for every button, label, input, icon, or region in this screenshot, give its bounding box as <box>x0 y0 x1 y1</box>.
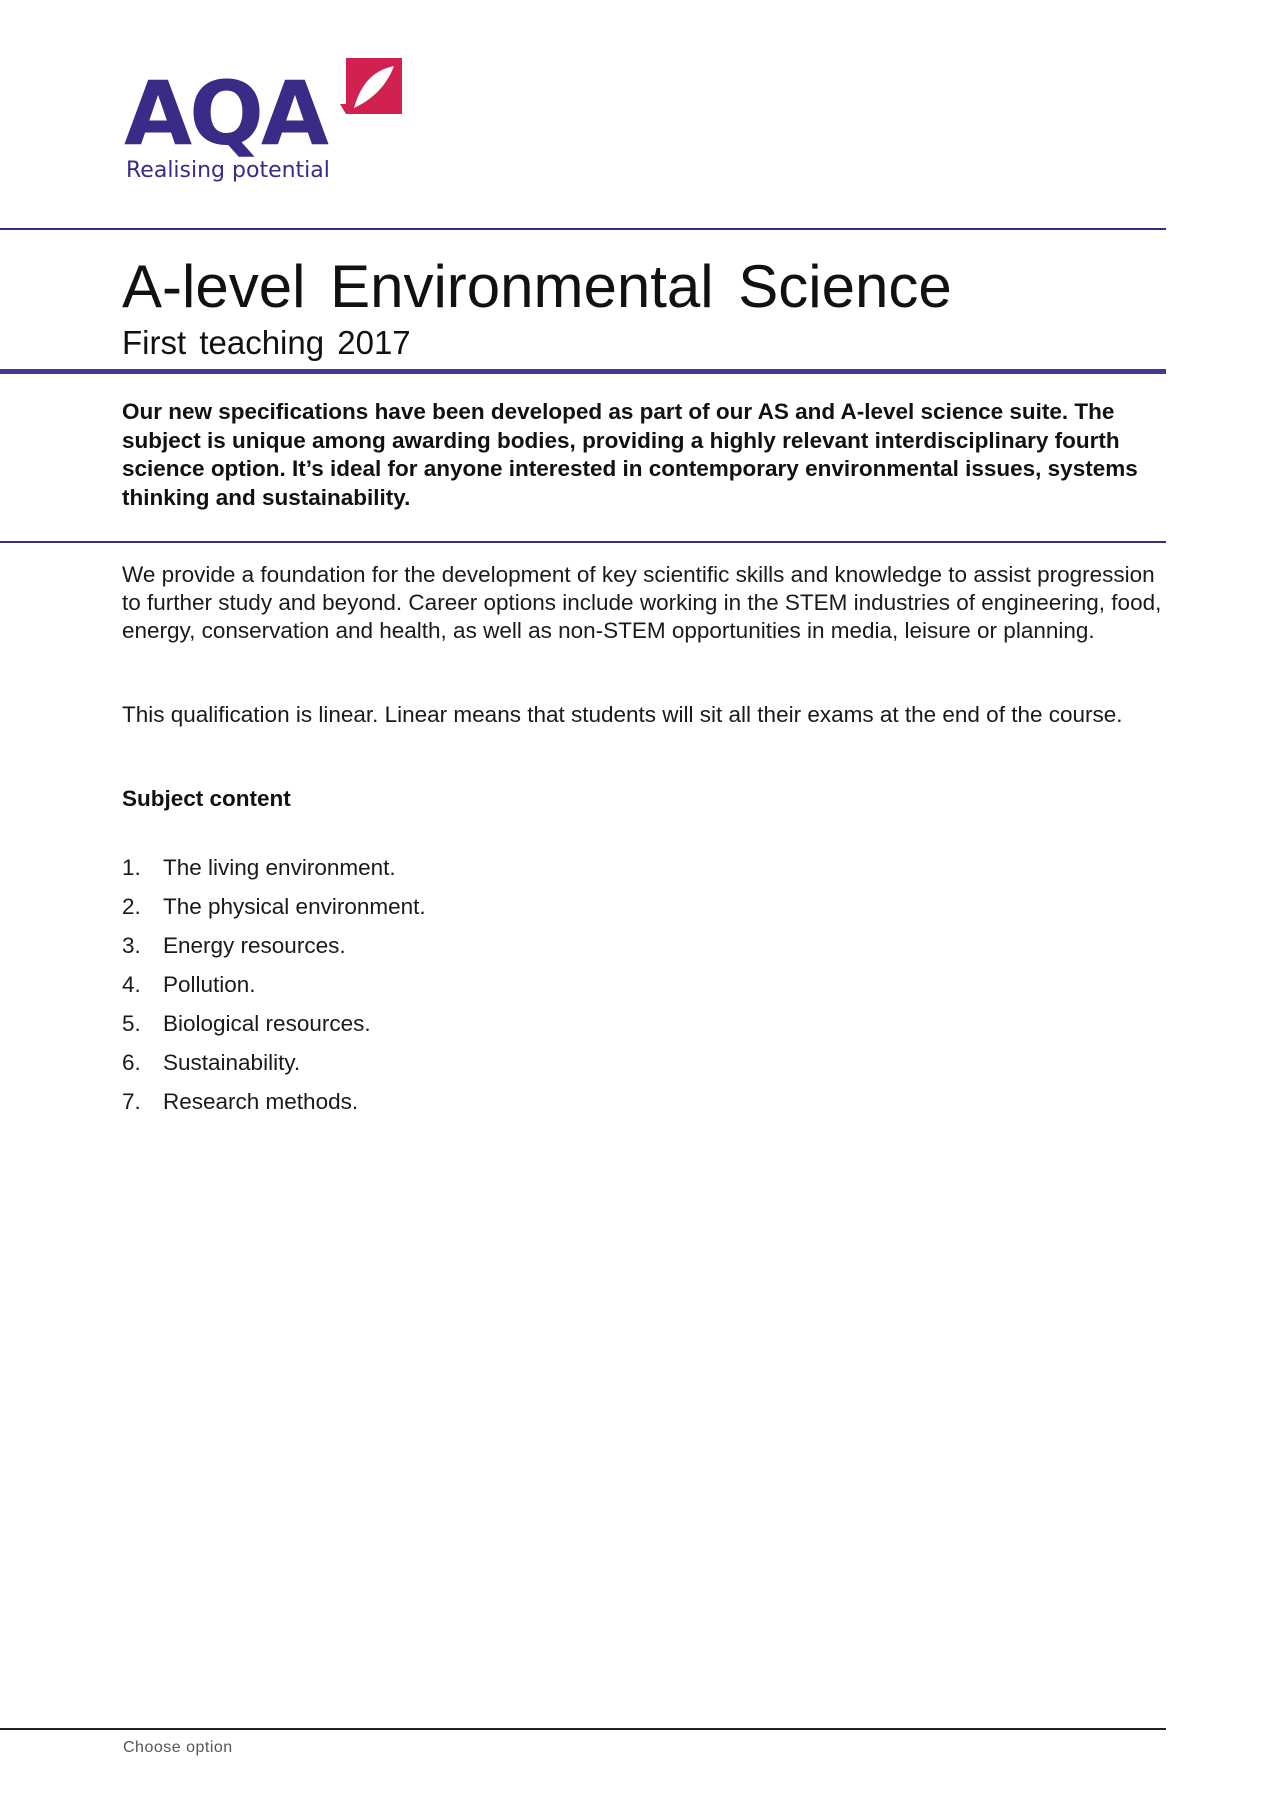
list-item-label: Biological resources. <box>163 1011 371 1036</box>
list-item-number: 5. <box>122 1011 141 1036</box>
list-item <box>122 1049 822 1088</box>
list-item <box>122 971 822 1010</box>
intro-paragraph: Our new specifications have been developed as part of our AS and A-level science suite. The subject is unique among awarding bodies, providing a highly relevant interdisciplinary fourth science option. It’s ideal for anyone interested in contemporary environmental issues, systems thinking and sustainability. <box>122 399 1138 510</box>
document-title: A-level Environmental Science <box>122 253 952 320</box>
document-subtitle: First teaching 2017 <box>122 324 411 361</box>
list-item-label: Sustainability. <box>163 1050 301 1075</box>
aqa-logo <box>124 58 424 188</box>
list-item-number: 6. <box>122 1050 141 1075</box>
list-item-number: 1. <box>122 855 141 880</box>
subject-content-heading: Subject content <box>122 786 291 811</box>
subject-content-list <box>122 854 822 1127</box>
list-item <box>122 1010 822 1049</box>
list-item <box>122 1088 822 1127</box>
header-divider <box>0 228 1166 230</box>
list-item <box>122 854 822 893</box>
list-item-number: 3. <box>122 933 141 958</box>
list-item-number: 2. <box>122 894 141 919</box>
body-paragraph-linear: This qualification is linear. Linear means that students will sit all their exams at the end of the course. <box>122 702 1123 727</box>
leaf-mark-icon <box>340 58 402 120</box>
list-item <box>122 932 822 971</box>
list-item-label: Pollution. <box>163 972 256 997</box>
intro-divider <box>0 541 1166 543</box>
list-item-label: Energy resources. <box>163 933 346 958</box>
logo-wordmark: AQA <box>124 62 327 165</box>
list-item-number: 4. <box>122 972 141 997</box>
list-item <box>122 893 822 932</box>
list-item-number: 7. <box>122 1089 141 1114</box>
footer-option-placeholder[interactable]: Choose option <box>123 1739 233 1756</box>
logo-tagline: Realising potential <box>126 158 330 183</box>
body-paragraph-career: We provide a foundation for the development of key scientific skills and knowledge to assist progression to further study and beyond. Career options include working in the STEM industries of engineering, food, energy, conservation and health, as well as non-STEM opportunities in media, leisure or planning. <box>122 562 1162 643</box>
list-item-label: The living environment. <box>163 855 396 880</box>
list-item-label: The physical environment. <box>163 894 426 919</box>
footer-divider <box>0 1728 1166 1730</box>
title-divider <box>0 369 1166 374</box>
list-item-label: Research methods. <box>163 1089 359 1114</box>
